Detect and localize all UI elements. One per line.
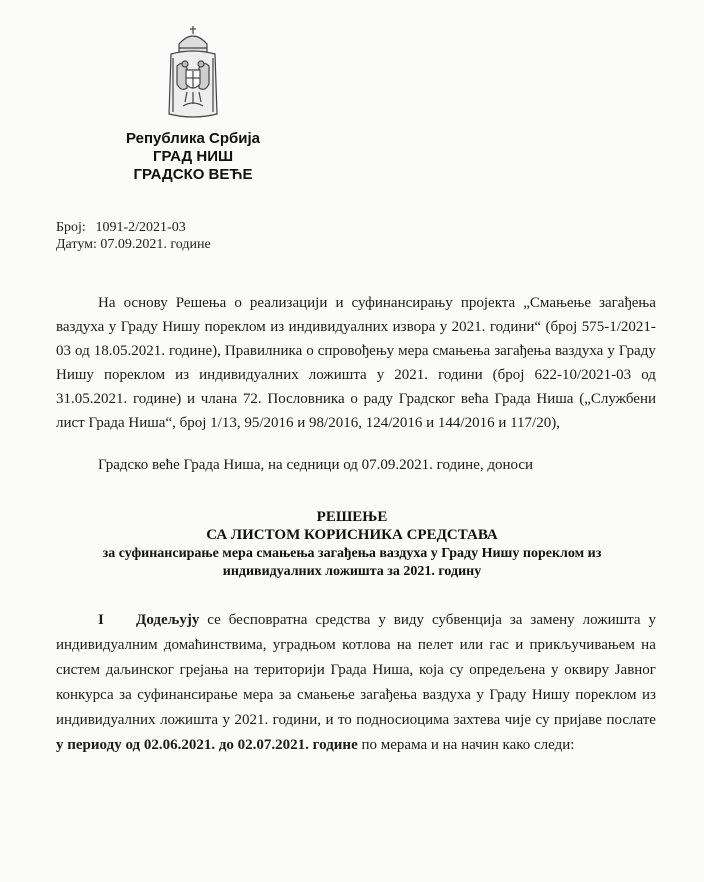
word: индивидуалних [288, 319, 389, 335]
word: суфинансирању [351, 295, 453, 311]
article-lead-verb: Додељују [136, 612, 200, 628]
word: пелет [417, 637, 454, 653]
word: (број [545, 319, 578, 335]
word: у [607, 343, 615, 359]
word: даљинског [105, 662, 174, 678]
word: о [234, 295, 242, 311]
word: су [449, 662, 464, 678]
word: на [641, 637, 656, 653]
word: о [306, 343, 314, 359]
word: у [439, 319, 448, 335]
republic-name: Република Србија [125, 130, 261, 147]
word: подносиоцима [356, 712, 450, 728]
text-line [56, 633, 656, 658]
word: систем [56, 662, 101, 678]
decision-title: РЕШЕЊЕ [316, 509, 388, 525]
word: домаћинствима, [163, 637, 267, 653]
word: су [535, 712, 550, 728]
word: (број [492, 367, 525, 383]
word: пореклом [103, 367, 166, 383]
decision-subtitle: СА ЛИСТОМ КОРИСНИКА СРЕДСТАВА [206, 527, 498, 543]
word: године), [168, 343, 221, 359]
word: Јавног [614, 662, 656, 678]
word: ложишта [308, 367, 367, 383]
article-closing-text: по мерама и на начин како следи: [357, 737, 575, 753]
word: Решења [175, 295, 227, 311]
word: послате [606, 712, 656, 728]
word: лист Града Ниша“, број 1/13, 95/2016 и 98/2016, 124/2016 и 144/2016 и 117/20), [56, 415, 560, 431]
word: котлова [342, 637, 391, 653]
text-line [56, 315, 656, 339]
word: за [278, 687, 292, 703]
text-line [56, 708, 656, 733]
word: На [98, 295, 116, 311]
word: Нишу [162, 319, 201, 335]
word: 575-1/2021- [581, 319, 656, 335]
word: основу [123, 295, 168, 311]
word: већа [460, 391, 489, 407]
word: раду [363, 391, 393, 407]
word: ложишта [160, 712, 219, 728]
text-line [56, 339, 656, 363]
word: из [175, 367, 190, 383]
word: пореклом [575, 687, 637, 703]
word: спровођењу [317, 343, 395, 359]
enactment-line: Градско веће Града Ниша, на седници од 07.09.2021. године, доноси [98, 457, 534, 473]
word: Граду [120, 319, 158, 335]
word: која [418, 662, 444, 678]
decision-description-line-2: индивидуалних ложишта за 2021. годину [222, 564, 482, 579]
document-meta [56, 219, 211, 253]
word: гас [489, 637, 509, 653]
word: 2021. [451, 319, 486, 335]
word: „Смањење [523, 295, 591, 311]
text-line [56, 363, 656, 387]
word: смањење [297, 687, 355, 703]
word: бесповратна [228, 612, 308, 628]
word: то [337, 712, 352, 728]
word: у [222, 712, 230, 728]
number-label: Број: [56, 220, 86, 235]
city-name: ГРАД НИШ [152, 148, 234, 165]
word: Ниша [536, 391, 574, 407]
article-lead [98, 608, 199, 633]
word: о [350, 391, 358, 407]
word: реализацији [249, 295, 328, 311]
text-line [56, 733, 656, 758]
word: индивидуалних [56, 712, 156, 728]
word: години“ [489, 319, 542, 335]
text-line [56, 683, 656, 708]
council-name: ГРАДСКО ВЕЋЕ [133, 166, 253, 183]
word: 2021. [234, 712, 269, 728]
word: у [551, 662, 559, 678]
date-label: Датум: [56, 237, 97, 252]
word: Нишу [531, 687, 570, 703]
word: у [378, 612, 386, 628]
word: суфинансирање [137, 687, 238, 703]
decision-description-line-1: за суфинансирање мера смањења загађења ваздуха у Граду Нишу пореклом из [102, 546, 602, 561]
word: ваздуха [56, 319, 105, 335]
word: 2021. [394, 367, 429, 383]
word: 18.05.2021. [93, 343, 165, 359]
word: мера [398, 343, 429, 359]
word: и [325, 712, 334, 728]
word: години [438, 367, 483, 383]
word: пројекта [460, 295, 516, 311]
word: пријаве [553, 712, 602, 728]
word: загађења [360, 687, 418, 703]
document-date [56, 236, 211, 253]
word: територији [254, 662, 325, 678]
word: од [75, 343, 90, 359]
word: пореклом [204, 319, 266, 335]
number-value: 1091-2/2021-03 [95, 220, 186, 235]
word: индивидуалним [56, 637, 158, 653]
word: прикључивањем [529, 637, 635, 653]
word: из [270, 319, 285, 335]
word: субвенција [431, 612, 502, 628]
word: на [234, 662, 249, 678]
word: години, [272, 712, 321, 728]
word: или [459, 637, 484, 653]
word: Пословника [267, 391, 345, 407]
word: Нишу [56, 367, 94, 383]
word: конкурса [56, 687, 114, 703]
word: године) [133, 391, 182, 407]
word: загађења [494, 343, 552, 359]
word: 622-10/2021-03 [534, 367, 632, 383]
word: члана [200, 391, 238, 407]
word: из [642, 687, 656, 703]
word: и [335, 295, 344, 311]
text-line [56, 658, 656, 683]
word: опредељена [469, 662, 546, 678]
word: 72. [242, 391, 262, 407]
word: на [396, 637, 412, 653]
word: замену [530, 612, 575, 628]
word: у [376, 367, 385, 383]
article-one [56, 608, 656, 758]
text-line [56, 387, 656, 411]
word: Граду [618, 343, 656, 359]
word: и [186, 391, 195, 407]
word: оквиру [564, 662, 609, 678]
word: Града [494, 391, 531, 407]
word: средства [315, 612, 371, 628]
intro-paragraph [56, 291, 656, 435]
word: и [515, 637, 524, 653]
word: виду [393, 612, 425, 628]
article-number: I [98, 612, 104, 628]
document-number [56, 219, 211, 236]
text-line [56, 608, 656, 633]
word: Града [330, 662, 367, 678]
word: у [648, 612, 656, 628]
word: Градског [398, 391, 456, 407]
word: ложишта [582, 612, 641, 628]
word: индивидуалних [199, 367, 299, 383]
word: 03 [56, 343, 71, 359]
application-period: у периоду од 02.06.2021. до 02.07.2021. године [56, 737, 358, 753]
word: се [207, 612, 221, 628]
coat-of-arms-icon [165, 22, 221, 122]
word: Правилника [224, 343, 303, 359]
word: смањења [432, 343, 491, 359]
word: ваздуха [555, 343, 604, 359]
word: загађења [599, 295, 656, 311]
word: уградњом [272, 637, 336, 653]
word: у [476, 687, 484, 703]
word: мера [243, 687, 274, 703]
word: чије [504, 712, 532, 728]
word: грејања [179, 662, 229, 678]
word: ваздуха [422, 687, 471, 703]
word: за [509, 612, 523, 628]
word: („Службени [579, 391, 656, 407]
word: извора [392, 319, 436, 335]
word: за [119, 687, 132, 703]
date-value: 07.09.2021. године [100, 237, 211, 252]
word: захтева [453, 712, 501, 728]
word: у [108, 319, 117, 335]
text-line [56, 411, 656, 435]
word: 31.05.2021. [56, 391, 128, 407]
word: од [641, 367, 656, 383]
word: Граду [489, 687, 527, 703]
word: Ниша, [372, 662, 414, 678]
text-line [56, 291, 656, 315]
issuer-header [118, 130, 268, 184]
